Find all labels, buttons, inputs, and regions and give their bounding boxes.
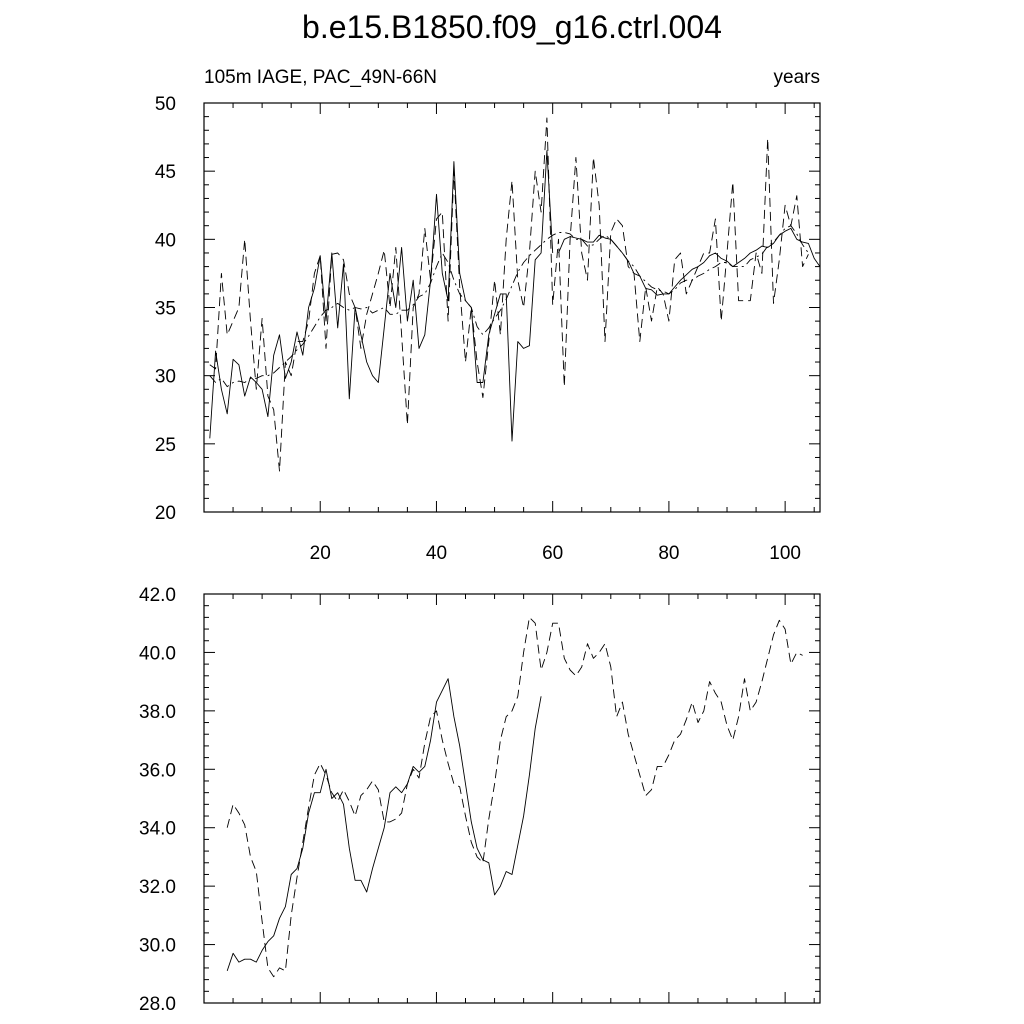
bottom-panel — [139, 585, 820, 1015]
top-y-tick-label: 30 — [154, 366, 176, 388]
chart-title: b.e15.B1850.f09_g16.ctrl.004 — [302, 9, 722, 45]
top-panel-frame — [204, 103, 820, 512]
top-panel-left-label: 105m IAGE, PAC_49N-66N — [204, 67, 438, 88]
top-panel-series — [210, 118, 820, 471]
bottom-y-tick-label: 38.0 — [139, 701, 176, 723]
top-y-tick-label: 50 — [154, 94, 176, 115]
top-y-tick-label: 35 — [154, 298, 176, 320]
top-series-solid-2 — [559, 228, 821, 295]
bottom-y-tick-label: 30.0 — [139, 935, 176, 957]
top-y-tick-label: 40 — [154, 230, 176, 252]
bottom-y-tick-label: 40.0 — [139, 643, 176, 665]
bottom-y-tick-label: 36.0 — [139, 760, 176, 782]
top-x-tick-label: 100 — [769, 543, 801, 564]
top-x-tick-label: 40 — [425, 543, 448, 564]
bottom-series-solid-0 — [227, 679, 541, 971]
bottom-y-tick-label: 28.0 — [139, 994, 176, 1015]
bottom-panel-frame — [204, 594, 820, 1003]
top-y-tick-label: 45 — [154, 162, 176, 184]
top-series-solid-0 — [210, 151, 553, 441]
top-x-tick-label: 60 — [542, 543, 564, 564]
bottom-y-tick-label: 42.0 — [139, 585, 176, 606]
bottom-y-tick-label: 34.0 — [139, 818, 176, 840]
bottom-y-tick-label: 32.0 — [139, 877, 176, 899]
top-y-tick-label: 25 — [154, 434, 176, 456]
bottom-panel-axes — [139, 585, 820, 1015]
top-panel-right-label: years — [773, 67, 820, 88]
top-y-tick-label: 20 — [154, 503, 176, 524]
top-x-tick-label: 20 — [309, 543, 331, 564]
top-panel — [155, 67, 820, 564]
top-x-tick-label: 80 — [658, 543, 680, 564]
bottom-panel-series — [227, 617, 802, 976]
top-series-dashed-1 — [210, 118, 809, 471]
